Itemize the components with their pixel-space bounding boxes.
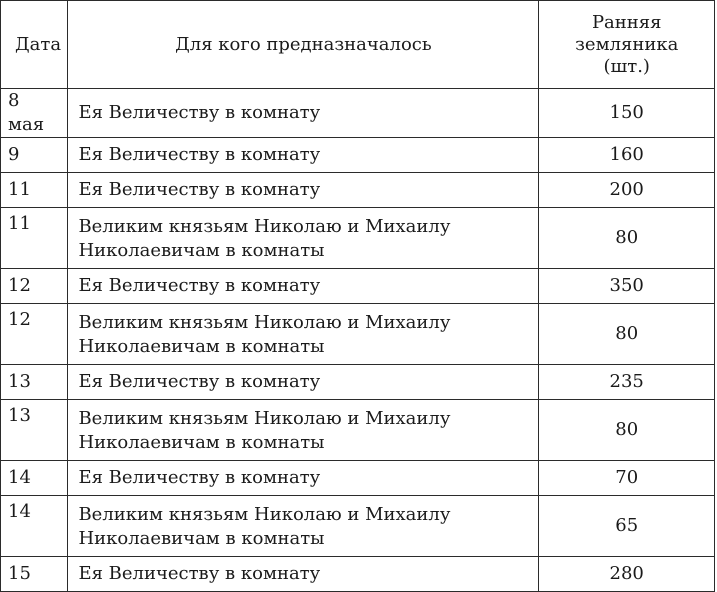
- table-row: [1, 461, 715, 496]
- row-quantity: 200: [539, 173, 715, 208]
- header-date: Дата: [1, 1, 68, 89]
- table-row: [1, 269, 715, 304]
- row-recipient-line2: Николаевичам в комнаты: [78, 240, 325, 261]
- header-quantity-line3: (шт.): [603, 55, 650, 77]
- row-recipient-line1: Великим князьям Николаю и Михаилу: [78, 504, 451, 525]
- row-recipient-line2: Николаевичам в комнаты: [78, 336, 325, 357]
- row-recipient: [68, 304, 539, 365]
- row-quantity: 350: [539, 269, 715, 304]
- row-recipient: Ея Величеству в комнату: [68, 269, 539, 304]
- row-recipient-line1: Великим князьям Николаю и Михаилу: [78, 408, 451, 429]
- row-recipient: Ея Величеству в комнату: [68, 461, 539, 496]
- table-row: [1, 557, 715, 592]
- row-quantity: 280: [539, 557, 715, 592]
- header-quantity-line2: земляника: [575, 33, 679, 55]
- row-date: 12: [1, 269, 68, 304]
- header-row: [1, 1, 715, 89]
- header-quantity-line1: Ранняя: [591, 11, 662, 33]
- header-quantity: [539, 1, 715, 89]
- row-recipient-line1: Великим князьям Николаю и Михаилу: [78, 312, 451, 333]
- row-date: 13: [1, 400, 68, 461]
- row-recipient-line1: Великим князьям Николаю и Михаилу: [78, 216, 451, 237]
- row-recipient: [68, 208, 539, 269]
- row-recipient: Ея Величеству в комнату: [68, 557, 539, 592]
- row-date: 11: [1, 173, 68, 208]
- row-quantity: 80: [539, 400, 715, 461]
- row-quantity: 65: [539, 496, 715, 557]
- row-quantity: 80: [539, 208, 715, 269]
- row-date: 13: [1, 365, 68, 400]
- row-recipient: Ея Величеству в комнату: [68, 89, 539, 138]
- row-quantity: 160: [539, 138, 715, 173]
- row-recipient: Ея Величеству в комнату: [68, 138, 539, 173]
- row-quantity: 150: [539, 89, 715, 138]
- row-date: 15: [1, 557, 68, 592]
- row-date: 14: [1, 496, 68, 557]
- row-recipient-line2: Николаевичам в комнаты: [78, 432, 325, 453]
- row-recipient-line2: Николаевичам в комнаты: [78, 528, 325, 549]
- header-recipient: Для кого предназначалось: [68, 1, 539, 89]
- row-recipient: Ея Величеству в комнату: [68, 173, 539, 208]
- row-date: 8 мая: [1, 89, 68, 138]
- table-row: [1, 365, 715, 400]
- table-row: [1, 138, 715, 173]
- row-date: 12: [1, 304, 68, 365]
- table-row: [1, 400, 715, 461]
- row-recipient: [68, 400, 539, 461]
- table-row: [1, 496, 715, 557]
- row-date: 9: [1, 138, 68, 173]
- table-row: [1, 89, 715, 138]
- row-recipient: [68, 496, 539, 557]
- row-quantity: 80: [539, 304, 715, 365]
- table-row: [1, 173, 715, 208]
- row-date: 14: [1, 461, 68, 496]
- table-row: [1, 304, 715, 365]
- table-row: [1, 208, 715, 269]
- row-date: 11: [1, 208, 68, 269]
- row-recipient: Ея Величеству в комнату: [68, 365, 539, 400]
- row-quantity: 70: [539, 461, 715, 496]
- row-quantity: 235: [539, 365, 715, 400]
